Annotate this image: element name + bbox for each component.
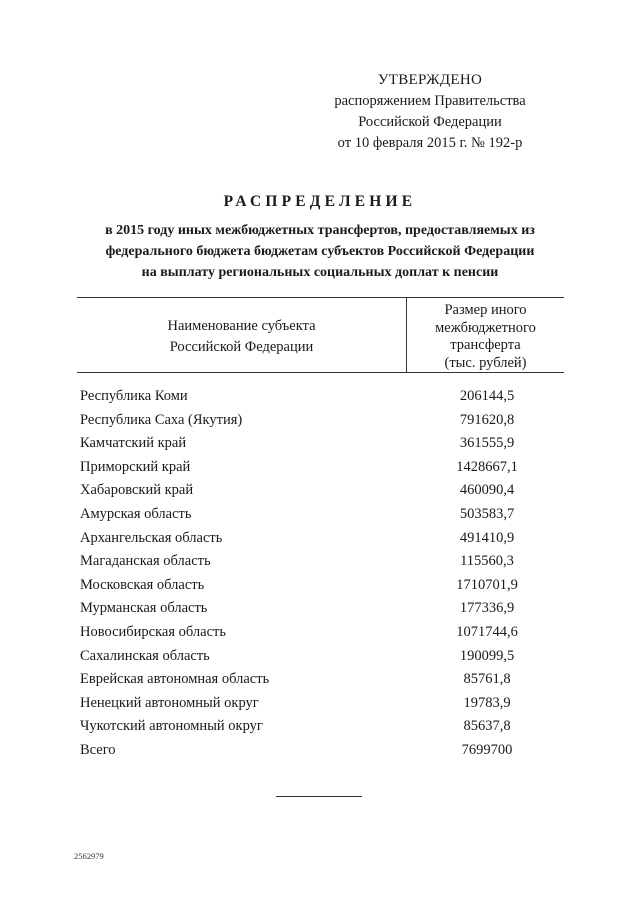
subject-name: Приморский край [80, 458, 191, 475]
document-subtitle [60, 220, 580, 283]
subject-name: Магаданская область [80, 553, 211, 570]
header-amount-line-3: трансферта [450, 337, 521, 353]
subject-name: Московская область [80, 576, 205, 593]
transfer-amount: 1428667,1 [456, 458, 518, 475]
transfer-amount: 491410,9 [459, 529, 515, 546]
header-subject-line-1: Наименование субъекта [167, 318, 316, 334]
table-row [80, 385, 564, 409]
transfer-amount: 791620,8 [459, 411, 515, 428]
transfer-amount: 7699700 [461, 741, 513, 758]
subject-name: Всего [80, 741, 116, 758]
subject-name: Республика Саха (Якутия) [80, 411, 243, 428]
table-row [80, 692, 564, 716]
subject-name: Мурманская область [80, 600, 208, 617]
approval-block [310, 70, 550, 154]
table-row [80, 527, 564, 551]
subject-name: Камчатский край [80, 435, 187, 452]
subject-name: Еврейская автономная область [80, 671, 270, 688]
header-amount-line-4: (тыс. рублей) [444, 354, 527, 371]
header-amount-line-2: межбюджетного [435, 319, 536, 336]
subject-name: Республика Коми [80, 388, 188, 404]
header-subject-name [77, 316, 406, 358]
document-title: РАСПРЕДЕЛЕНИЕ [223, 193, 417, 210]
transfer-amount: 361555,9 [459, 435, 515, 452]
approval-line-1: распоряжением Правительства [334, 93, 526, 109]
subtitle-line-3: на выплату региональных социальных доплат к пенсии [141, 265, 499, 280]
transfer-amount: 206144,5 [459, 388, 515, 404]
transfer-amount: 177336,9 [459, 600, 515, 617]
table-row [80, 479, 564, 503]
table-header [77, 297, 564, 373]
table-row [80, 668, 564, 692]
subject-name: Новосибирская область [80, 623, 226, 640]
subject-name: Чукотский автономный округ [80, 718, 263, 735]
approval-line-2: Российской Федерации [358, 114, 502, 130]
approval-line-3: от 10 февраля 2015 г. № 192-р [337, 135, 523, 151]
header-subject-line-2: Российской Федерации [169, 339, 314, 355]
table-row [80, 550, 564, 574]
end-divider [276, 796, 362, 797]
subject-name: Хабаровский край [80, 482, 194, 499]
subject-name: Амурская область [80, 505, 192, 522]
transfer-amount: 460090,4 [459, 482, 515, 499]
table-row [80, 621, 564, 645]
table-row [80, 432, 564, 456]
table-row [80, 739, 564, 763]
table-row [80, 503, 564, 527]
table-body [80, 385, 564, 763]
subtitle-line-2: федерального бюджета бюджетам субъектов Российской Федерации [105, 244, 535, 259]
transfer-amount: 190099,5 [459, 647, 515, 664]
table-row [80, 409, 564, 433]
transfer-amount: 85637,8 [463, 718, 511, 735]
table-row [80, 645, 564, 669]
transfer-amount: 19783,9 [463, 694, 511, 711]
document-code: 2562979 [74, 851, 104, 861]
table-row [80, 597, 564, 621]
transfer-amount: 85761,8 [463, 671, 511, 688]
subject-name: Ненецкий автономный округ [80, 694, 259, 711]
subtitle-line-1: в 2015 году иных межбюджетных трансфертов, предоставляемых из [105, 223, 535, 238]
transfer-amount: 503583,7 [459, 505, 515, 522]
transfer-amount: 115560,3 [460, 553, 514, 570]
subject-name: Сахалинская область [80, 647, 210, 664]
table-row [80, 715, 564, 739]
transfer-amount: 1710701,9 [456, 576, 518, 593]
table-row [80, 574, 564, 598]
subject-name: Архангельская область [80, 529, 223, 546]
table-row [80, 456, 564, 480]
transfer-amount: 1071744,6 [456, 623, 518, 640]
header-transfer-amount [407, 302, 564, 372]
header-amount-line-1: Размер иного [444, 302, 527, 318]
approval-heading: УТВЕРЖДЕНО [377, 72, 483, 88]
